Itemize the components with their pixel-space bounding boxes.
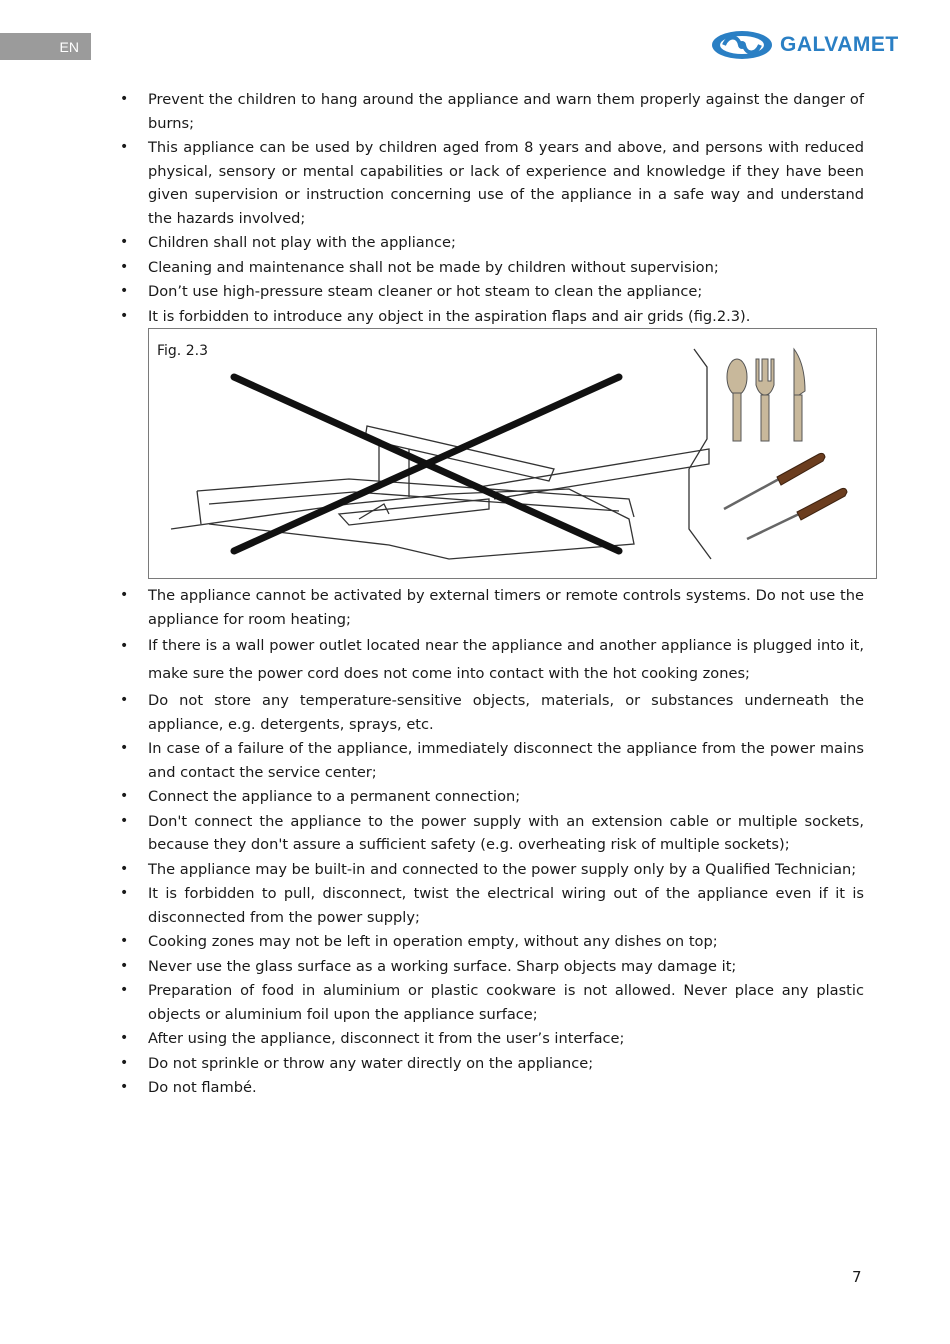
- safety-list-bottom: [148, 584, 864, 1101]
- list-item: • In case of a failure of the appliance, immediately disconnect the appliance from the power mains and contact the service center;: [148, 737, 864, 784]
- language-tab: [0, 33, 91, 60]
- list-item: • After using the appliance, disconnect it from the user’s interface;: [148, 1027, 864, 1051]
- list-item: • Do not flambé.: [148, 1076, 864, 1100]
- list-item: • This appliance can be used by children aged from 8 years and above, and persons with reduced physical, sensory or mental capabilities or lack of experience and knowledge if they have been given supervision or instruction concerning use of the appliance in a safe way and understand the hazards involved;: [148, 136, 864, 230]
- list-item: • Do not sprinkle or throw any water directly on the appliance;: [148, 1052, 864, 1076]
- list-item: • Don't connect the appliance to the power supply with an extension cable or multiple sockets, because they don't assure a sufficient safety (e.g. overheating risk of multiple sockets);: [148, 810, 864, 857]
- list-item: • Prevent the children to hang around the appliance and warn them properly against the danger of burns;: [148, 88, 864, 135]
- forbidden-objects-illustration: [149, 329, 876, 578]
- list-item: • Do not store any temperature-sensitive objects, materials, or substances underneath the appliance, e.g. detergents, sprays, etc.: [148, 689, 864, 736]
- list-item: • If there is a wall power outlet located near the appliance and another appliance is plugged into it, make sure the power cord does not come into contact with the hot cooking zones;: [148, 632, 864, 688]
- logo-wordmark: GALVAMET: [780, 33, 899, 56]
- brand-logo: [710, 26, 910, 64]
- list-item: • Cooking zones may not be left in operation empty, without any dishes on top;: [148, 930, 864, 954]
- logo-swirl-icon: [710, 27, 774, 63]
- list-item: • Never use the glass surface as a working surface. Sharp objects may damage it;: [148, 955, 864, 979]
- list-item: • It is forbidden to pull, disconnect, twist the electrical wiring out of the appliance even if it is disconnected from the power supply;: [148, 882, 864, 929]
- list-item: • It is forbidden to introduce any object in the aspiration flaps and air grids (fig.2.3).: [148, 305, 864, 329]
- page-number: 7: [852, 1268, 862, 1286]
- list-item: • Connect the appliance to a permanent connection;: [148, 785, 864, 809]
- list-item: • The appliance may be built-in and connected to the power supply only by a Qualified Technician;: [148, 858, 864, 882]
- list-item: • Don’t use high-pressure steam cleaner or hot steam to clean the appliance;: [148, 280, 864, 304]
- figure-2-3: [148, 328, 877, 579]
- list-item: • Children shall not play with the appliance;: [148, 231, 864, 255]
- list-item: • The appliance cannot be activated by external timers or remote controls systems. Do not use the appliance for room heating;: [148, 584, 864, 631]
- list-item: • Preparation of food in aluminium or plastic cookware is not allowed. Never place any plastic objects or aluminium foil upon the appliance surface;: [148, 979, 864, 1026]
- language-label: EN: [59, 38, 79, 55]
- list-item: • Cleaning and maintenance shall not be made by children without supervision;: [148, 256, 864, 280]
- figure-caption: Fig. 2.3: [157, 343, 208, 359]
- safety-list-top: [148, 88, 864, 329]
